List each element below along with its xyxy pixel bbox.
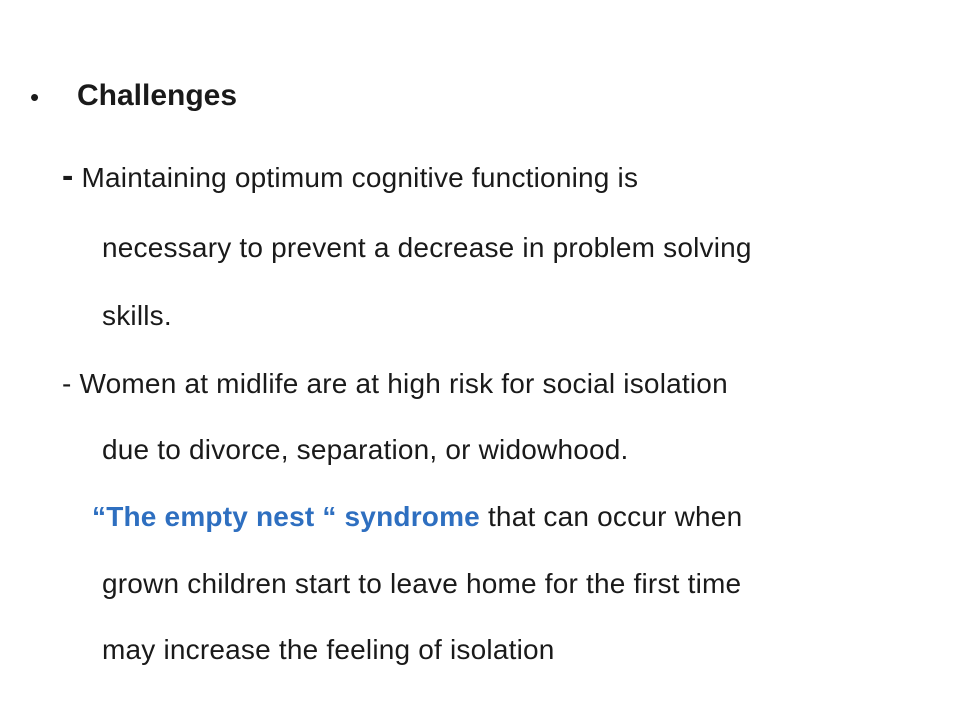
point2-line2: due to divorce, separation, or widowhood. bbox=[102, 434, 629, 465]
point3-line1 bbox=[92, 497, 742, 537]
point1-line1 bbox=[62, 156, 638, 198]
point1-line1-text: Maintaining optimum cognitive functioning is bbox=[73, 162, 639, 193]
bullet-icon: • bbox=[30, 82, 40, 112]
empty-nest-highlight: “The empty nest “ syndrome bbox=[92, 501, 480, 532]
point3-line1-rest: that can occur when bbox=[479, 501, 743, 532]
point1-dash: - bbox=[62, 157, 74, 195]
point1-line2: necessary to prevent a decrease in problem solving bbox=[102, 232, 752, 263]
slide-heading: Challenges bbox=[77, 79, 238, 112]
point1-line3: skills. bbox=[102, 300, 172, 331]
point3-line2: grown children start to leave home for the first time bbox=[102, 568, 742, 599]
point2-line1: - Women at midlife are at high risk for social isolation bbox=[62, 368, 728, 399]
point3-line3: may increase the feeling of isolation bbox=[102, 634, 555, 665]
